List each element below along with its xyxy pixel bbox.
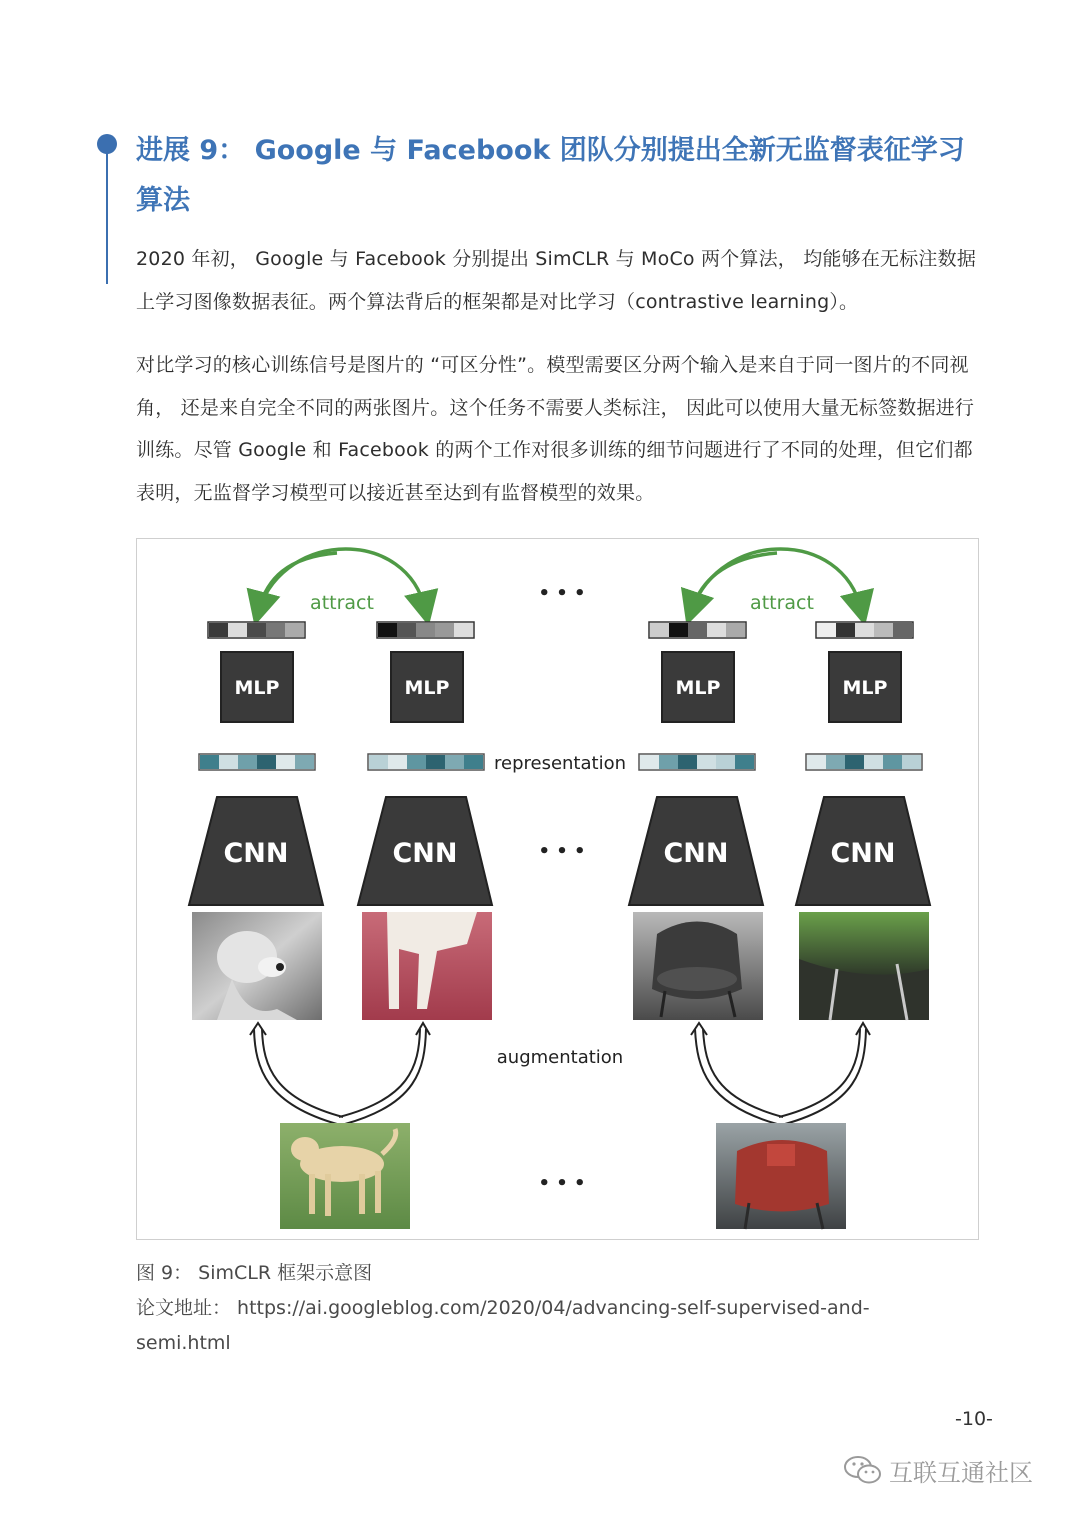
ellipsis-bottom: • • • (538, 1173, 586, 1194)
paper-link-line-1[interactable]: 论文地址： https://ai.googleblog.com/2020/04/advancing-self-supervised-and- (136, 1297, 870, 1319)
figure-caption-title: 图 9： SimCLR 框架示意图 (136, 1262, 373, 1284)
representation-vector-4 (806, 754, 922, 770)
augmented-chair-green-image (799, 912, 929, 1020)
simclr-figure (136, 538, 979, 1240)
representation-vector-1 (199, 754, 315, 770)
cnn-block-1 (189, 797, 323, 905)
augmented-dog-crop-image (362, 912, 492, 1020)
attract-label-right: attract (750, 592, 814, 614)
paragraph-contrastive: 对比学习的核心训练信号是图片的 “可区分性”。模型需要区分两个输入是来自于同一图片的不同视角， 还是来自完全不同的两张图片。这个任务不需要人类标注， 因此可以使用大量无标签数据进行训练。尽管 Google 和 Facebook 的两个工作对很多训练的细节问题进行了不同的处理，但它们都表明，无监督学习模型可以接近甚至达到有监督模型的效果。 (136, 354, 975, 504)
svg-text:MLP: MLP (234, 677, 280, 699)
ellipsis-middle: • • • (538, 841, 586, 862)
mlp-block-4 (829, 652, 901, 722)
source-chair-image (716, 1123, 846, 1229)
wechat-icon (843, 1454, 883, 1486)
attract-label-left: attract (310, 592, 374, 614)
page-number: -10- (955, 1408, 993, 1430)
augmentation-arrows-right (691, 1023, 870, 1124)
projection-vector-4 (816, 622, 913, 638)
cnn-block-4 (796, 797, 930, 905)
section-accent-line (106, 142, 108, 284)
svg-text:CNN: CNN (223, 838, 289, 869)
representation-vector-3 (639, 754, 755, 770)
figure-caption (136, 1256, 984, 1361)
mlp-block-2 (391, 652, 463, 722)
watermark (843, 1452, 1033, 1488)
svg-text:CNN: CNN (830, 838, 896, 869)
mlp-block-1 (221, 652, 293, 722)
watermark-text: 互联互通社区 (889, 1458, 1033, 1487)
augmentation-arrows-left (250, 1023, 430, 1124)
svg-text:MLP: MLP (675, 677, 721, 699)
source-dog-image (280, 1123, 410, 1229)
svg-text:MLP: MLP (404, 677, 450, 699)
representation-vector-2 (368, 754, 484, 770)
representation-label: representation (493, 753, 627, 774)
paper-link-line-2[interactable]: semi.html (136, 1332, 231, 1354)
paragraph-intro: 2020 年初， Google 与 Facebook 分别提出 SimCLR 与 MoCo 两个算法， 均能够在无标注数据上学习图像数据表征。两个算法背后的框架都是对比学习（contrastive learning）。 (136, 248, 977, 313)
cnn-block-3 (629, 797, 763, 905)
section-title: 进展 9： Google 与 Facebook 团队分别提出全新无监督表征学习算法 (136, 135, 965, 216)
svg-text:MLP: MLP (842, 677, 888, 699)
augmented-dog-grayscale-image (192, 912, 322, 1020)
simclr-diagram (137, 539, 980, 1241)
augmented-chair-gray-image (633, 912, 763, 1020)
projection-vector-3 (649, 622, 746, 638)
mlp-block-3 (662, 652, 734, 722)
projection-vector-1 (208, 622, 305, 638)
projection-vector-2 (377, 622, 474, 638)
cnn-block-2 (358, 797, 492, 905)
svg-text:CNN: CNN (392, 838, 458, 869)
ellipsis-top: • • • (538, 583, 586, 604)
svg-text:CNN: CNN (663, 838, 729, 869)
section-accent-dot (97, 134, 117, 154)
augmentation-label: augmentation (496, 1047, 624, 1068)
